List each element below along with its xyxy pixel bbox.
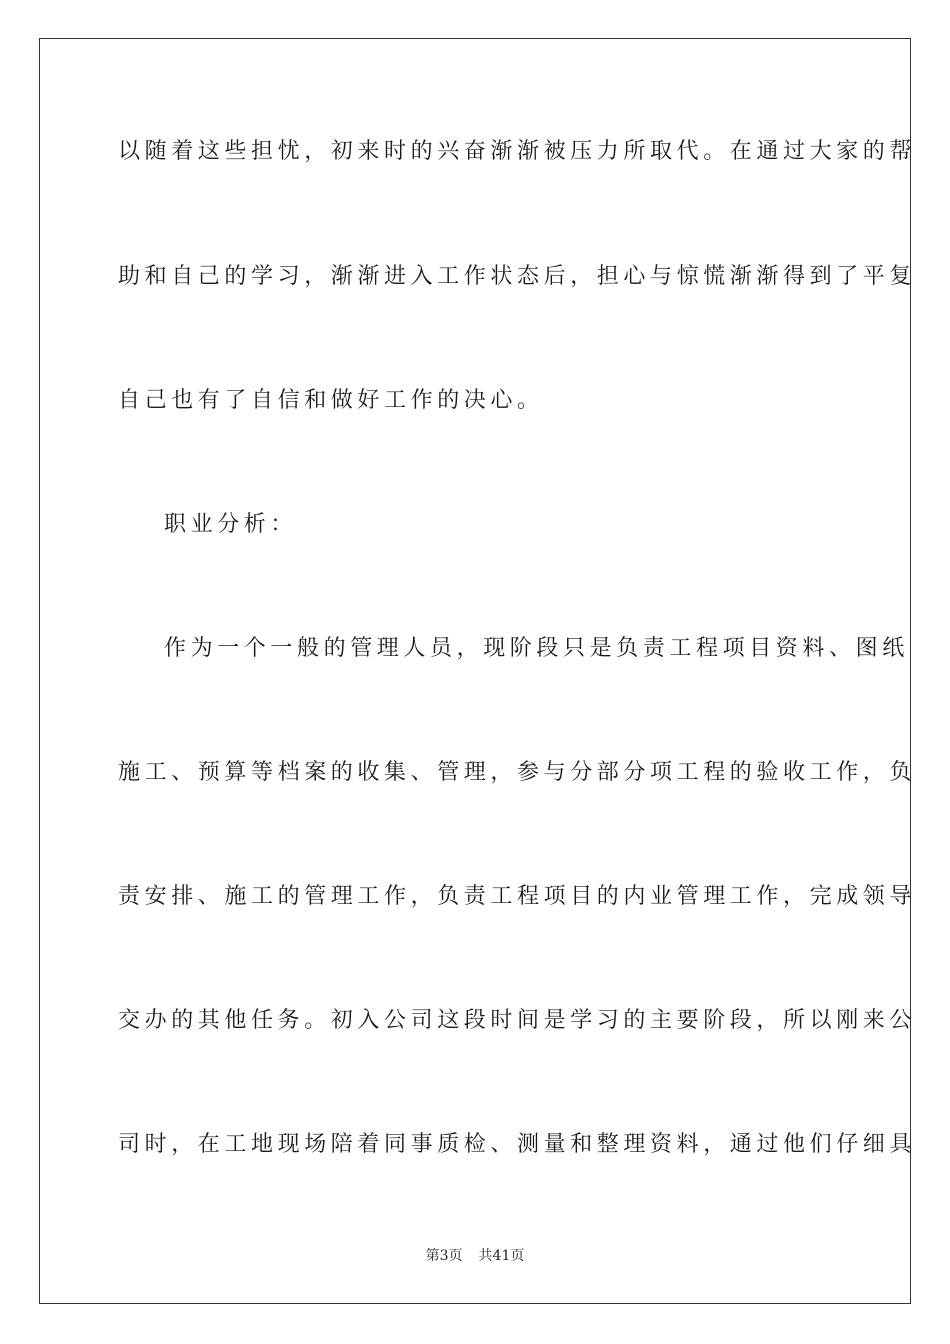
paragraph-line: 以随着这些担忧，初来时的兴奋渐渐被压力所取代。在通过大家的帮	[118, 139, 917, 164]
paragraph-line: 助和自己的学习，渐渐进入工作状态后，担心与惊慌渐渐得到了平复	[118, 264, 917, 289]
paragraph-line: 作为一个一般的管理人员，现阶段只是负责工程项目资料、图纸	[164, 636, 909, 661]
total-pages-label: 共41页	[478, 1248, 525, 1264]
current-page-label: 第3页	[425, 1248, 463, 1264]
paragraph-line: 交办的其他任务。初入公司这段时间是学习的主要阶段，所以刚来公	[118, 1008, 917, 1033]
page-footer	[0, 1247, 950, 1265]
page-border	[39, 38, 917, 1304]
paragraph-line: 司时，在工地现场陪着同事质检、测量和整理资料，通过他们仔细具	[118, 1132, 917, 1157]
section-heading: 职业分析：	[164, 512, 298, 537]
paragraph-line: 施工、预算等档案的收集、管理，参与分部分项工程的验收工作，负	[118, 760, 917, 785]
paragraph-line: 责安排、施工的管理工作，负责工程项目的内业管理工作，完成领导	[118, 884, 917, 909]
paragraph-line: 自己也有了自信和做好工作的决心。	[118, 388, 544, 413]
